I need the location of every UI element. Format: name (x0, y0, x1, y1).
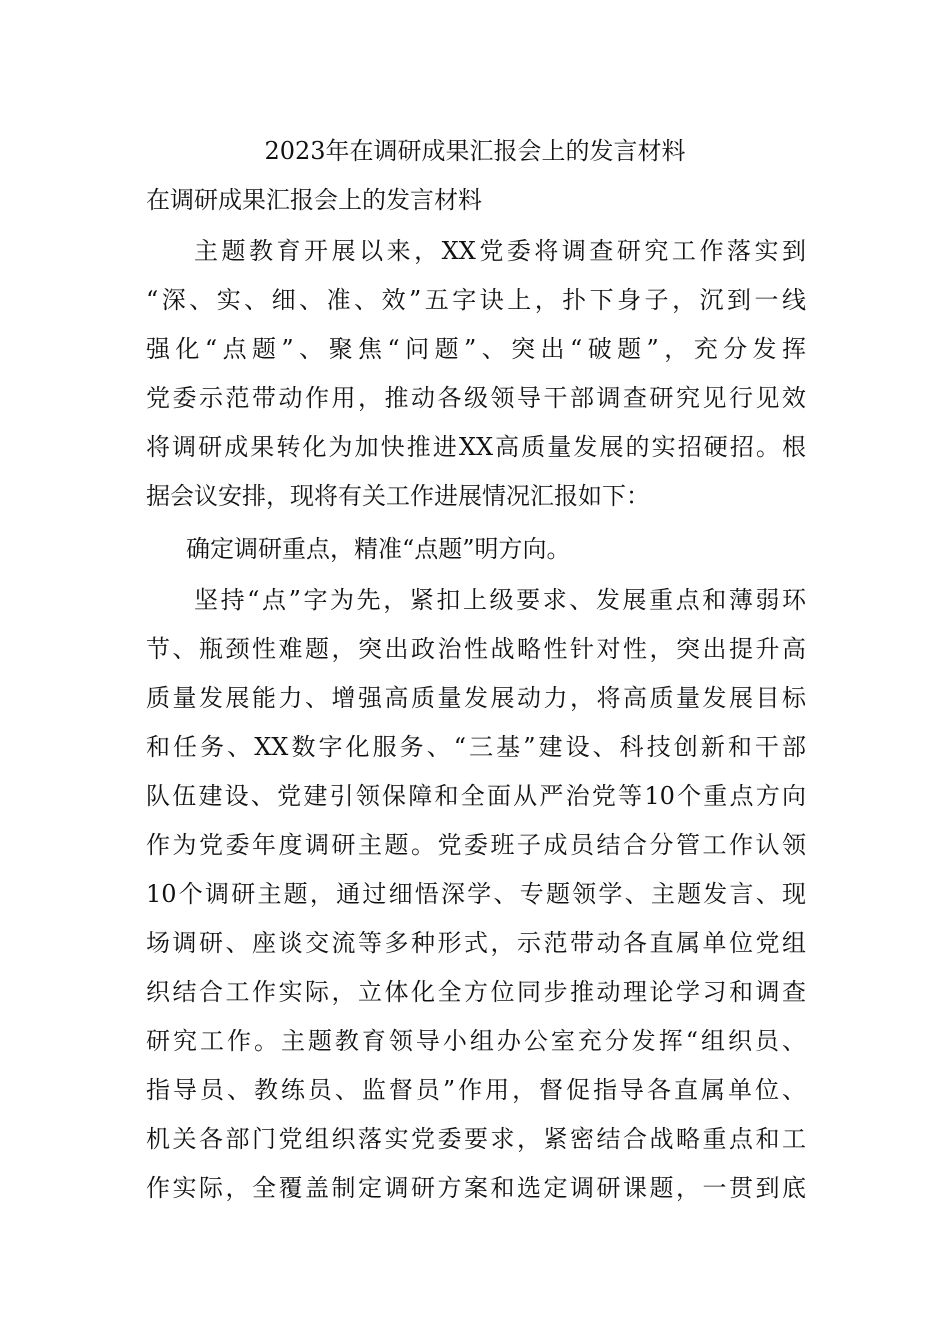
paragraph-line: 织结合工作实际，立体化全方位同步推动理论学习和调查 (146, 978, 806, 1006)
paragraph-line: 质量发展能力、增强高质量发展动力，将高质量发展目标 (146, 684, 806, 712)
paragraph-line: 坚持“点”字为先，紧扣上级要求、发展重点和薄弱环 (194, 586, 806, 614)
document-title: 2023年在调研成果汇报会上的发言材料 (264, 137, 686, 165)
paragraph-line: 主题教育开展以来，XX党委将调查研究工作落实到 (194, 237, 806, 265)
paragraph-line: 指导员、教练员、监督员”作用，督促指导各直属单位、 (146, 1076, 806, 1104)
paragraph-line: 作为党委年度调研主题。党委班子成员结合分管工作认领 (146, 831, 806, 859)
paragraph-line: 和任务、XX数字化服务、“三基”建设、科技创新和干部 (146, 733, 806, 761)
paragraph-line: 研究工作。主题教育领导小组办公室充分发挥“组织员、 (146, 1027, 806, 1055)
document-subtitle: 在调研成果汇报会上的发言材料 (146, 186, 482, 214)
paragraph-line: 10个调研主题，通过细悟深学、专题领学、主题发言、现 (146, 880, 806, 908)
paragraph-line: 将调研成果转化为加快推进XX高质量发展的实招硬招。根 (146, 433, 806, 461)
paragraph-line: 队伍建设、党建引领保障和全面从严治党等10个重点方向 (146, 782, 806, 810)
paragraph-line: 作实际，全覆盖制定调研方案和选定调研课题，一贯到底 (146, 1174, 806, 1202)
paragraph-line: “深、实、细、准、效”五字诀上，扑下身子，沉到一线 (146, 286, 806, 314)
paragraph-line: 党委示范带动作用，推动各级领导干部调查研究见行见效 (146, 384, 806, 412)
paragraph-line: 强化“点题”、聚焦“问题”、突出“破题”，充分发挥 (146, 335, 806, 363)
paragraph-line: 据会议安排，现将有关工作进展情况汇报如下： (146, 482, 650, 510)
paragraph-line: 场调研、座谈交流等多种形式，示范带动各直属单位党组 (146, 929, 806, 957)
section-heading: 确定调研重点，精准“点题”明方向。 (186, 535, 571, 563)
paragraph-line: 节、瓶颈性难题，突出政治性战略性针对性，突出提升高 (146, 635, 806, 663)
paragraph-line: 机关各部门党组织落实党委要求，紧密结合战略重点和工 (146, 1125, 806, 1153)
